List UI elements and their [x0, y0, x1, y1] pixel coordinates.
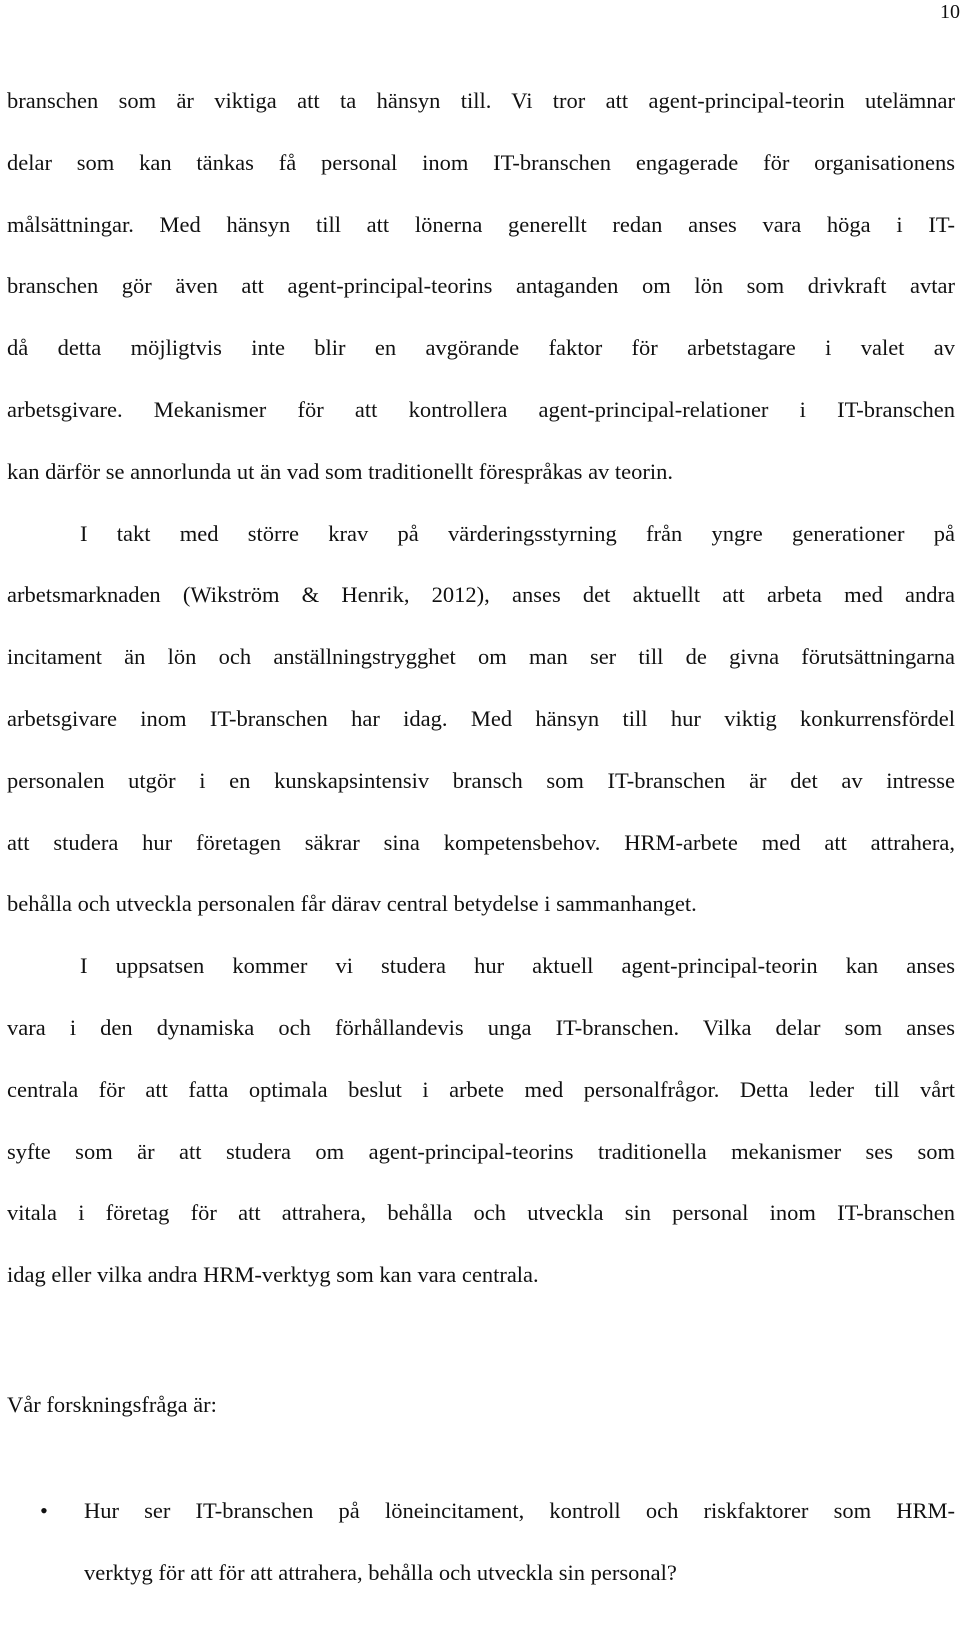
paragraph-line: arbetsgivare. Mekanismer för att kontrollera agent-principal-relationer i IT-branschen — [7, 396, 955, 422]
research-question-heading: Vår forskningsfråga är: — [7, 1392, 217, 1417]
paragraph-line: delar som kan tänkas få personal inom IT-branschen engagerade för organisationens — [7, 149, 955, 175]
paragraph-line: personalen utgör i en kunskapsintensiv bransch som IT-branschen är det av intresse — [7, 767, 955, 793]
paragraph-3 — [7, 935, 955, 1306]
paragraph-line: arbetsmarknaden (Wikström & Henrik, 2012), anses det aktuellt att arbeta med andra — [7, 582, 955, 608]
list-item — [0, 1480, 955, 1604]
paragraph-line: branschen gör även att agent-principal-teorins antaganden om lön som drivkraft avtar — [7, 273, 955, 299]
paragraph-line: branschen som är viktiga att ta hänsyn till. Vi tror att agent-principal-teorin utelämnar — [7, 88, 955, 113]
bullet-icon: • — [40, 1498, 48, 1523]
paragraph-line: att studera hur företagen säkrar sina kompetensbehov. HRM-arbete med att attrahera, — [7, 829, 955, 855]
research-question-list — [0, 1480, 955, 1604]
paragraph-line: vitala i företag för att attrahera, behålla och utveckla sin personal inom IT-branschen — [7, 1200, 955, 1226]
paragraph-line: arbetsgivare inom IT-branschen har idag. Med hänsyn till hur viktig konkurrensfördel — [7, 705, 955, 731]
paragraph-line: målsättningar. Med hänsyn till att lönerna generellt redan anses vara höga i IT- — [7, 211, 955, 237]
page-number: 10 — [940, 1, 960, 23]
paragraph-line: kan därför se annorlunda ut än vad som traditionellt förespråkas av teorin. — [7, 458, 674, 484]
paragraph-line: syfte som är att studera om agent-principal-teorins traditionella mekanismer ses som — [7, 1138, 955, 1164]
paragraph-1 — [7, 70, 955, 503]
paragraph-line: incitament än lön och anställningstrygghet om man ser till de givna förutsättningarna — [7, 644, 955, 670]
paragraph-line: centrala för att fatta optimala beslut i arbete med personalfrågor. Detta leder till vårt — [7, 1076, 955, 1102]
paragraph-2 — [7, 503, 955, 936]
paragraph-line: I takt med större krav på värderingsstyrning från yngre generationer på — [80, 520, 955, 546]
list-item-line: verktyg för att för att attrahera, behålla och utveckla sin personal? — [84, 1559, 677, 1585]
list-item-line: Hur ser IT-branschen på löneincitament, kontroll och riskfaktorer som HRM- — [84, 1498, 955, 1523]
paragraph-line: I uppsatsen kommer vi studera hur aktuell agent-principal-teorin kan anses — [80, 953, 955, 979]
paragraph-line: idag eller vilka andra HRM-verktyg som kan vara centrala. — [7, 1262, 539, 1288]
body-text — [7, 70, 955, 1306]
paragraph-line: då detta möjligtvis inte blir en avgörande faktor för arbetstagare i valet av — [7, 335, 955, 361]
paragraph-line: behålla och utveckla personalen får därav central betydelse i sammanhanget. — [7, 891, 697, 917]
paragraph-line: vara i den dynamiska och förhållandevis unga IT-branschen. Vilka delar som anses — [7, 1014, 955, 1040]
